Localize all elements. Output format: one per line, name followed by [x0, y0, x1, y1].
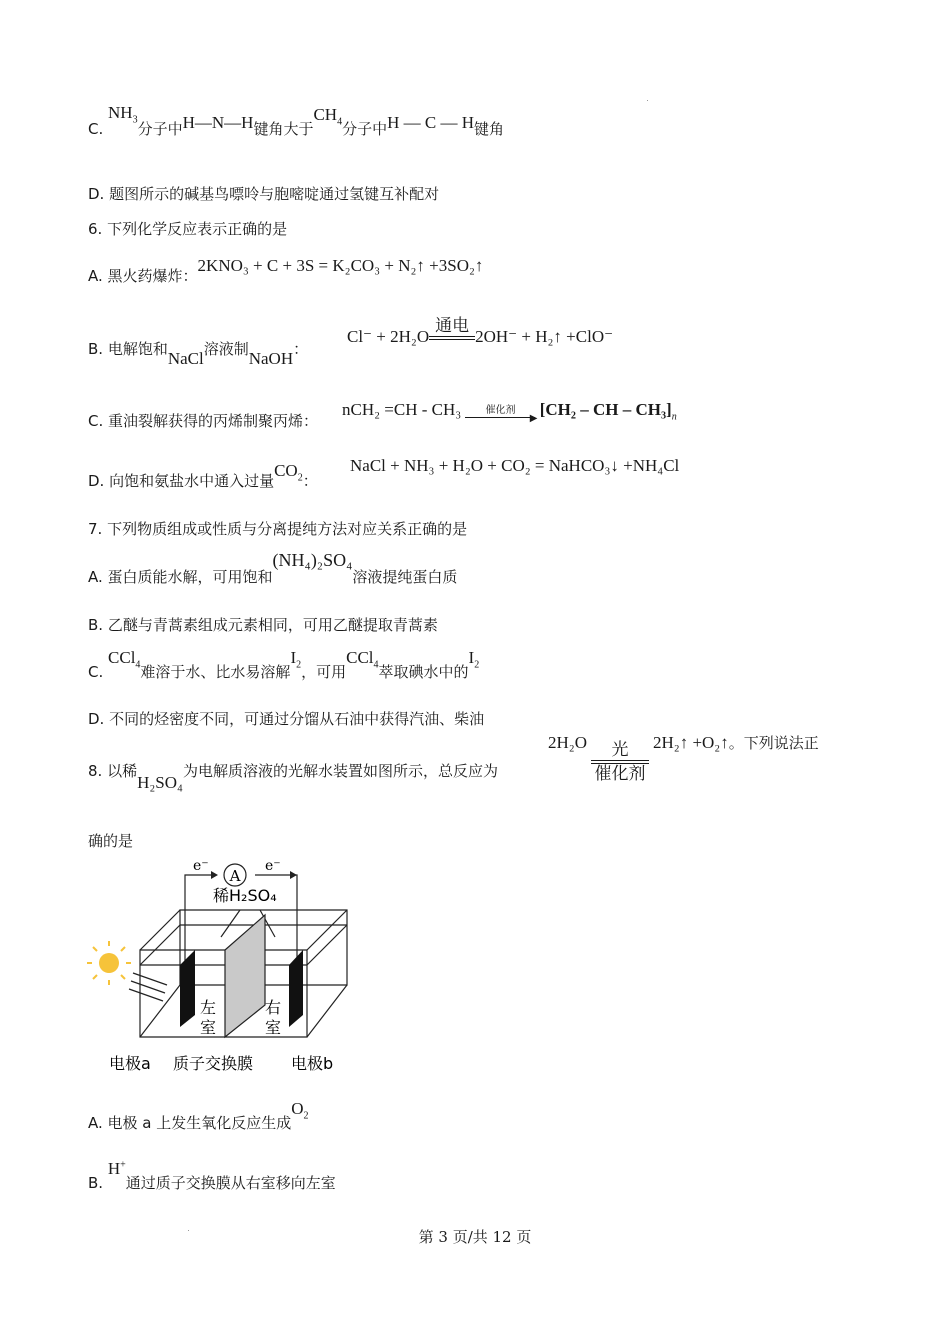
- condition-light-catalyst: 光 催化剂: [591, 740, 649, 784]
- electron-right-label: e⁻: [265, 858, 281, 874]
- formula-nacl: NaCl: [167, 349, 204, 368]
- formula-i2: $I_2$: [290, 648, 302, 671]
- page-footer: 第 3 页/共 12 页: [418, 1228, 532, 1246]
- equation-gunpowder: 2KNO₃ + C + 3S = K₂CO₃ + N₂↑ +3SO₂↑: [197, 256, 484, 275]
- q7-option-c: C. CCl$_4$难溶于水、比水易溶解$I_2$，可用CCl$_4$萃取碘水中的$I_2$: [88, 648, 480, 681]
- arrow-right-icon: [211, 871, 218, 879]
- equation-solvay: NaCl + NH₃ + H₂O + CO₂ = NaHCO₃↓ +NH₄Cl: [350, 456, 680, 475]
- electrode-b: [289, 950, 303, 1027]
- q6-option-c: C. 重油裂解获得的丙烯制聚丙烯：: [88, 412, 319, 430]
- solution-label: 稀H₂SO₄: [213, 886, 277, 905]
- q7-option-b: B. 乙醚与青蒿素组成元素相同，可用乙醚提取青蒿素: [88, 616, 438, 634]
- formula-h2so4: H₂SO₄: [137, 773, 183, 792]
- left-room-label: 左: [200, 998, 217, 1017]
- formula-nh3: $NH_3$: [108, 103, 138, 126]
- q5-option-d: D. 题图所示的碱基鸟嘌呤与胞嘧啶通过氢键互补配对: [88, 185, 440, 203]
- formula-naoh: NaOH: [248, 349, 294, 368]
- q7-option-a: A. 蛋白质能水解，可用饱和(NH₄)₂SO₄溶液提纯蛋白质: [88, 550, 458, 586]
- formula-h-plus: H+: [107, 1159, 126, 1178]
- electrode-b-label: 电极b: [291, 1054, 334, 1073]
- arrow-right-icon: [290, 871, 297, 879]
- right-room-label: 右: [265, 998, 282, 1017]
- q6-option-a: A. 黑火药爆炸：2KNO₃ + C + 3S = K₂CO₃ + N₂↑ +3SO₂↑: [88, 256, 484, 285]
- formula-co2: $CO_2$: [274, 461, 303, 484]
- q6-option-b: B. 电解饱和NaCl溶液制NaOH：: [88, 340, 309, 368]
- bond-hnh: H—N—H: [182, 113, 254, 132]
- q8-option-a: A. 电极 a 上发生氧化反应生成$O_2$: [88, 1099, 309, 1132]
- formula-o2: $O_2$: [291, 1099, 309, 1122]
- q7-option-d: D. 不同的烃密度不同，可通过分馏从石油中获得汽油、柴油: [88, 710, 485, 728]
- question-8-stem-cont: 确的是: [88, 832, 134, 850]
- electron-left-label: e⁻: [193, 858, 209, 874]
- ammeter-label: A: [229, 867, 241, 885]
- question-8-stem: 8. 以稀H₂SO₄为电解质溶液的光解水装置如图所示，总反应为: [88, 762, 498, 792]
- formula-ccl4: CCl$_4$: [108, 648, 141, 671]
- equation-water-splitting: 2H₂O 光 催化剂 2H₂↑ +O₂↑。下列说法正: [548, 732, 819, 783]
- sun-icon: [87, 941, 131, 985]
- electrode-a-label: 电极a: [109, 1054, 151, 1073]
- light-rays: [129, 973, 167, 1001]
- question-7-stem: 7. 下列物质组成或性质与分离提纯方法对应关系正确的是: [88, 520, 468, 538]
- option-c-label: C.: [88, 120, 109, 138]
- condition-electrify: 通电: [429, 316, 475, 340]
- formula-ch4: $CH_4$: [313, 105, 343, 128]
- q5-option-c: C. $NH_3$分子中H—N—H键角大于$CH_4$分子中H — C — H键角: [88, 103, 505, 138]
- formula-ammonium-sulfate: (NH₄)₂SO₄: [272, 550, 353, 570]
- question-6-stem: 6. 下列化学反应表示正确的是: [88, 220, 288, 238]
- formula-ccl4: CCl$_4$: [346, 648, 379, 671]
- condition-catalyst-arrow: 催化剂 ▶: [465, 405, 535, 418]
- proton-exchange-membrane: [225, 915, 265, 1037]
- equation-electrolysis: Cl⁻ + 2H₂O 通电 2OH⁻ + H₂↑ +ClO⁻: [347, 316, 614, 346]
- equation-polypropylene: nCH₂ =CH - CH₃ 催化剂 ▶ [CH₂ – CH – $CH_3]_n$: [342, 400, 677, 424]
- q8-option-b: B. H+通过质子交换膜从右室移向左室: [88, 1159, 336, 1192]
- photolysis-apparatus-figure: [85, 855, 360, 1080]
- electrode-a: [180, 950, 195, 1027]
- bond-hch: H — C — H: [387, 113, 474, 132]
- q6-option-d: D. 向饱和氨盐水中通入过量$CO_2$：: [88, 461, 318, 490]
- membrane-label: 质子交换膜: [173, 1054, 254, 1073]
- right-room-label: 室: [265, 1018, 282, 1037]
- formula-i2: $I_2$: [468, 648, 480, 671]
- left-room-label: 室: [200, 1018, 217, 1037]
